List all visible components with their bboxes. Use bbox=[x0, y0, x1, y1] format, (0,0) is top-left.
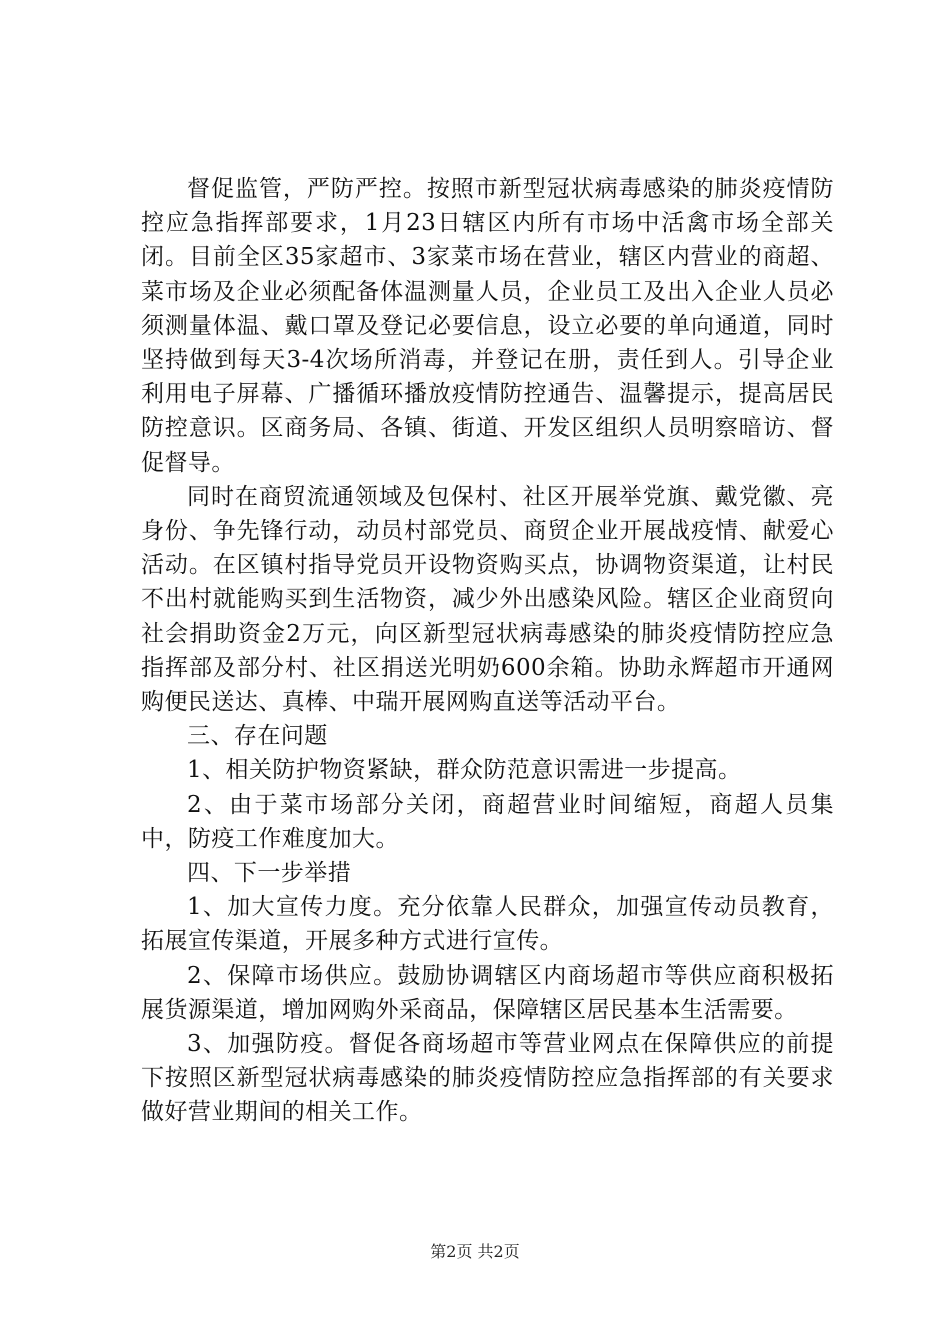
paragraph-supervision: 督促监管，严防严控。按照市新型冠状病毒感染的肺炎疫情防控应急指挥部要求，1月23日辖区内所有市场中活禽市场全部关闭。目前全区35家超市、3家菜市场在营业，辖区内营业的商超、菜市场及企业必须配备体温测量人员，企业员工及出入企业人员必须测量体温、戴口罩及登记必要信息，设立必要的单向通道，同时坚持做到每天3-4次场所消毒，并登记在册，责任到人。引导企业利用电子屏幕、广播循环播放疫情防控通告、温馨提示，提高居民防控意识。区商务局、各镇、街道、开发区组织人员明察暗访、督促督导。 bbox=[141, 176, 834, 476]
paragraph-party-activities: 同时在商贸流通领域及包保村、社区开展举党旗、戴党徽、亮身份、争先锋行动，动员村部党员、商贸企业开展战疫情、献爱心活动。在区镇村指导党员开设物资购买点，协调物资渠道，让村民不出村就能购买到生活物资，减少外出感染风险。辖区企业商贸向社会捐助资金2万元，向区新型冠状病毒感染的肺炎疫情防控应急指挥部及部分村、社区捐送光明奶600余箱。协助永辉超市开通网购便民送达、真棒、中瑞开展网购直送等活动平台。 bbox=[141, 483, 834, 716]
problem-item-2: 2、由于菜市场部分关闭，商超营业时间缩短，商超人员集中，防疫工作难度加大。 bbox=[141, 791, 834, 852]
measure-item-2: 2、保障市场供应。鼓励协调辖区内商场超市等供应商积极拓展货源渠道，增加网购外采商品，保障辖区居民基本生活需要。 bbox=[141, 962, 834, 1023]
section-heading-next-steps: 四、下一步举措 bbox=[187, 860, 352, 887]
section-heading-problems: 三、存在问题 bbox=[187, 723, 328, 750]
measure-item-1: 1、加大宣传力度。充分依靠人民群众，加强宣传动员教育，拓展宣传渠道，开展多种方式进行宣传。 bbox=[141, 894, 834, 955]
page-number-footer: 第2页 共2页 bbox=[430, 1242, 520, 1261]
measure-item-3: 3、加强防疫。督促各商场超市等营业网点在保障供应的前提下按照区新型冠状病毒感染的肺炎疫情防控应急指挥部的有关要求做好营业期间的相关工作。 bbox=[141, 1031, 834, 1126]
document-body bbox=[141, 172, 834, 1130]
problem-item-1: 1、相关防护物资紧缺，群众防范意识需进一步提高。 bbox=[187, 757, 742, 784]
